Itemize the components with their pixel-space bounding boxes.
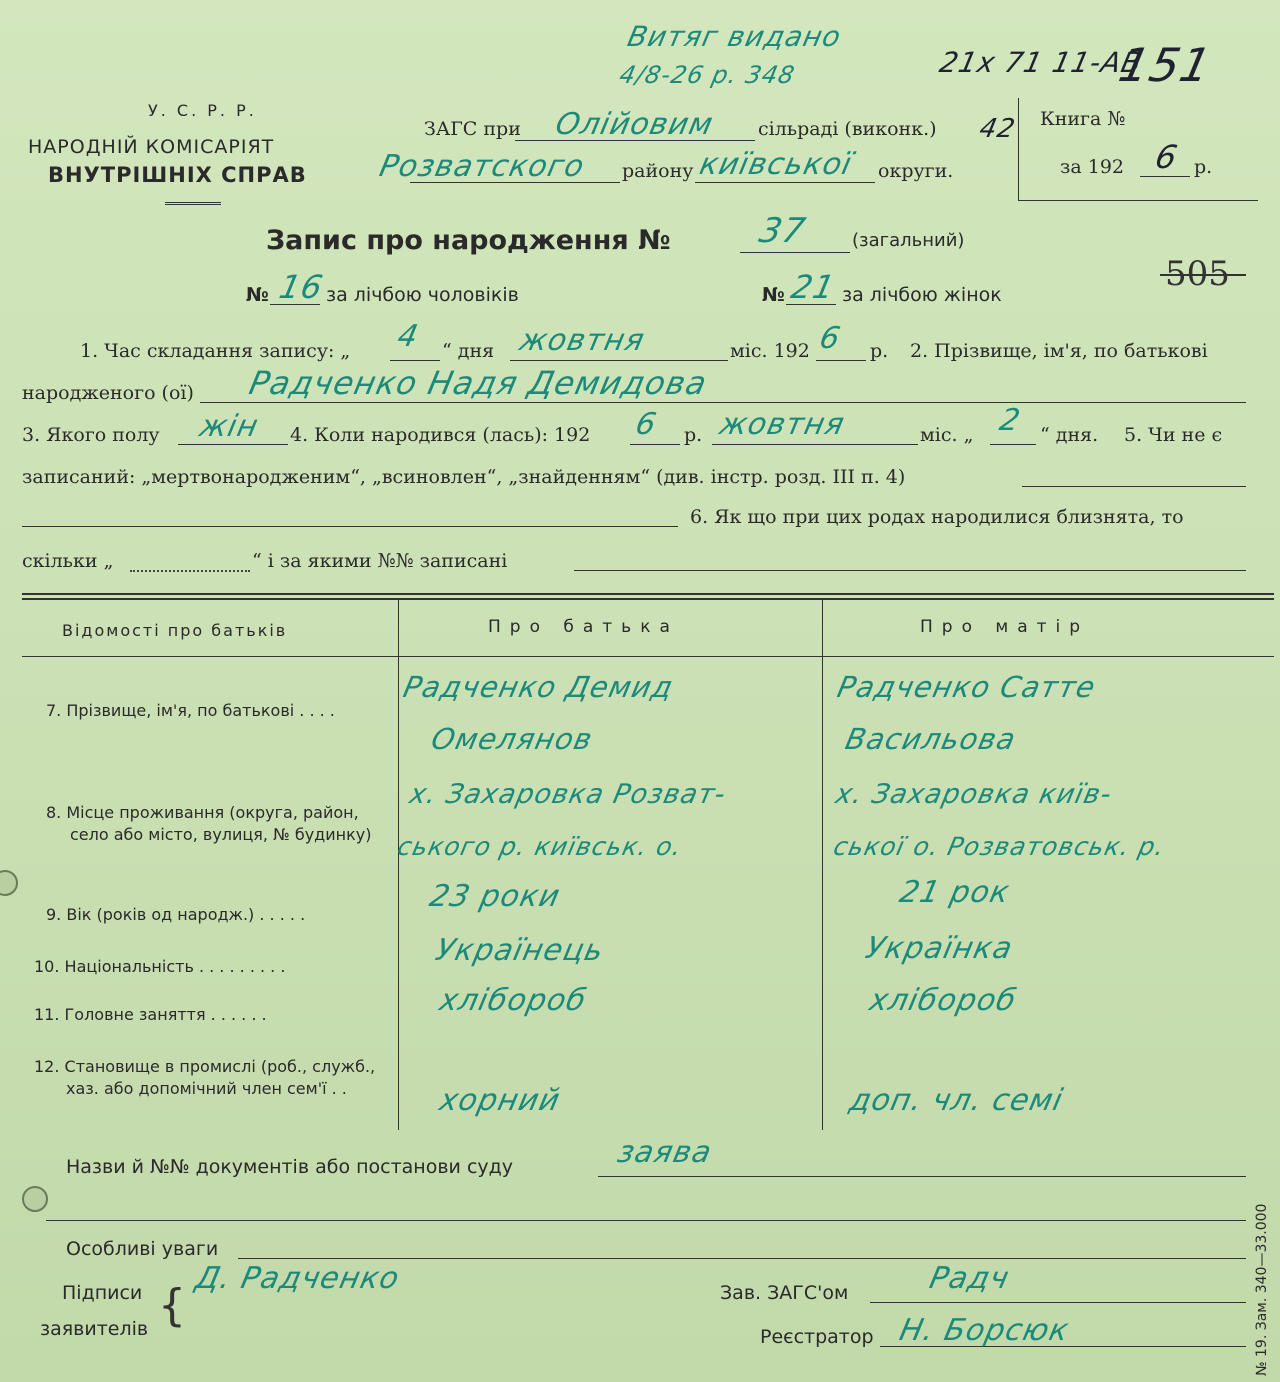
f4-month-line	[712, 444, 918, 445]
f3-line	[178, 444, 288, 445]
hw-mother-status: доп. чл. семі	[846, 1083, 1067, 1118]
f6-numbers: “ і за якими №№ записані	[252, 550, 508, 572]
hw-father-name1: Радченко Демид	[400, 670, 677, 704]
hw-mother-place1: х. Захаровка київ-	[832, 779, 1115, 810]
stamp-strike	[1160, 274, 1246, 276]
general-label: (загальний)	[852, 230, 965, 251]
hw-father-place2: ського р. київськ. о.	[395, 832, 685, 861]
men-label: за лічбою чоловіків	[326, 284, 519, 306]
hw-men-no: 16	[275, 268, 327, 306]
hw-birth-day: 2	[996, 403, 1024, 438]
hw-village: Олійовим	[552, 107, 717, 142]
f5-label: 5. Чи не є	[1124, 424, 1223, 446]
signatures-label: Підписи	[62, 1282, 143, 1304]
hw-year: 6	[816, 321, 844, 356]
docs-label: Назви й №№ документів або постанови суду	[66, 1156, 514, 1178]
book-box-bottom	[1018, 200, 1258, 201]
punch-hole	[22, 1186, 48, 1212]
docs-line-2	[46, 1220, 1246, 1221]
hw-father-job: хлібороб	[436, 983, 590, 1018]
hw-docs: заява	[614, 1135, 716, 1170]
hw-applicant-sig: Д. Радченко	[192, 1261, 403, 1296]
head-label: Зав. ЗАГС'ом	[720, 1282, 849, 1304]
f2-narodzhenogo: народженого (ої)	[22, 382, 194, 404]
row9-label: 9. Вік (років од народж.) . . . . .	[46, 905, 306, 924]
f6-skilky: скільки „	[22, 550, 114, 572]
f3-label: 3. Якого полу	[22, 424, 160, 446]
registrar-label: Реєстратор	[760, 1326, 874, 1348]
hw-father-status: хорний	[436, 1083, 564, 1118]
f6-count-line	[130, 570, 250, 572]
table-top-rule2	[22, 598, 1274, 600]
f1-mis: міс. 192	[730, 340, 810, 362]
f4-r: р.	[684, 424, 703, 446]
f4-year-line	[630, 444, 680, 445]
f5-line	[1022, 486, 1246, 487]
row12-label-a: 12. Становище в промислі (роб., служб.,	[34, 1057, 376, 1076]
row8-label-b: село або місто, вулиця, № будинку)	[70, 825, 372, 844]
commissariat-line1: НАРОДНІЙ КОМІСАРІЯТ	[28, 136, 275, 158]
hw-top-date: 4/8-26 р. 348	[617, 61, 798, 89]
hw-father-age: 23 роки	[426, 879, 564, 914]
f5-line2: записаний: „мертвонародженим“, „всиновлен“, „знайденням“ (див. інстр. розд. III п. 4)	[22, 466, 906, 488]
hw-mother-place2: ської о. Розватовськ. р.	[831, 832, 1168, 861]
za-192-label: за 192	[1060, 156, 1124, 178]
hw-father-name2: Омелянов	[428, 722, 596, 756]
applicants-label: заявителів	[40, 1318, 149, 1340]
f4-dnia: “ дня.	[1040, 424, 1099, 446]
f6-line	[574, 570, 1246, 571]
hw-top-note: Витяг видано	[624, 20, 845, 53]
hw-child-name: Радченко Надя Демидова	[245, 364, 711, 402]
f2-label: 2. Прізвище, ім'я, по батькові	[910, 340, 1208, 362]
table-vline-2	[822, 600, 823, 1130]
hw-birth-month: жовтня	[716, 407, 849, 442]
head-line	[870, 1302, 1246, 1303]
hw-record-no: 37	[755, 211, 810, 251]
row10-label: 10. Національність . . . . . . . . .	[34, 957, 286, 976]
f6-label: 6. Як що при цих родах народилися близнята, то	[690, 506, 1184, 528]
men-no-sign: №	[246, 284, 269, 306]
record-title: Запис про народження №	[266, 225, 671, 256]
book-label: Книга №	[1040, 108, 1126, 130]
f4-label: 4. Коли народився (лась): 192	[290, 424, 591, 446]
row7-label: 7. Прізвище, ім'я, по батькові . . . .	[46, 701, 335, 720]
hw-mother-name2: Васильова	[842, 722, 1020, 756]
f1-year-line	[816, 360, 866, 361]
silradi-label: сільраді (виконк.)	[758, 118, 937, 140]
stamp-505: 505	[1165, 254, 1230, 294]
book-year-line	[1140, 176, 1190, 177]
f1-r: р.	[870, 340, 889, 362]
row11-label: 11. Головне заняття . . . . . .	[34, 1005, 267, 1024]
hw-top-num: 151	[1114, 38, 1217, 92]
hw-father-place1: х. Захаровка Розват-	[406, 779, 730, 810]
record-no-line	[740, 252, 850, 253]
hw-sex: жін	[196, 409, 262, 444]
table-vline-1	[398, 600, 399, 1130]
docs-line	[598, 1176, 1246, 1177]
f1-label: 1. Час складання запису: „	[80, 340, 351, 362]
okruga-line	[695, 182, 875, 183]
hw-women-no: 21	[787, 268, 839, 306]
commissariat-line2: ВНУТРІШНІХ СПРАВ	[48, 163, 307, 187]
row12-label-b: хаз. або допомічний член сем'ї . .	[66, 1079, 347, 1098]
hw-mother-name1: Радченко Сатте	[834, 670, 1099, 704]
side-print-code: № 19. Зам. 340—33.000	[1254, 1203, 1270, 1376]
hw-code-422: 42	[976, 114, 1019, 144]
notes-line	[238, 1258, 1246, 1259]
hw-head-sig: Радч	[926, 1261, 1013, 1296]
hw-okruga: київської	[696, 147, 856, 182]
f4-mis: міс. „	[920, 424, 974, 446]
usrr-label: У. С. Р. Р.	[148, 101, 257, 120]
f1-day-line	[390, 360, 440, 361]
table-header-rule	[22, 656, 1274, 657]
punch-hole	[0, 870, 18, 896]
hw-day: 4	[394, 319, 422, 354]
f2-name-line	[200, 402, 1246, 403]
zags-label: ЗАГС при	[424, 118, 521, 140]
hw-mother-nat: Українка	[862, 931, 1017, 966]
raionu-label: району	[622, 160, 694, 182]
hw-registrar-sig: Н. Борсюк	[896, 1313, 1073, 1348]
f1-month-line	[510, 360, 728, 361]
book-r-label: р.	[1194, 156, 1213, 178]
f1-dnia: “ дня	[442, 340, 495, 362]
signature-brace: {	[158, 1280, 186, 1331]
hw-mother-age: 21 рок	[896, 875, 1014, 910]
hw-month: жовтня	[516, 323, 649, 358]
f5-cont-line	[22, 526, 678, 527]
women-label: за лічбою жінок	[842, 284, 1002, 306]
f4-day-line	[990, 444, 1036, 445]
col-parents: Відомості про батьків	[62, 621, 288, 640]
okrugy-label: округи.	[878, 160, 954, 182]
col-mother: Про матір	[920, 617, 1090, 637]
col-father: Про батька	[488, 617, 679, 637]
table-top-rule1	[22, 593, 1274, 595]
women-no-sign: №	[762, 284, 785, 306]
hw-book-year: 6	[1151, 138, 1182, 176]
hw-father-nat: Українець	[432, 933, 608, 968]
hw-birth-year: 6	[632, 407, 660, 442]
hw-top-code: 21x 71 11-AB	[936, 46, 1146, 79]
hw-raion: Розватского	[376, 149, 588, 184]
row8-label-a: 8. Місце проживання (округа, район,	[46, 803, 359, 822]
notes-label: Особливі уваги	[66, 1238, 219, 1260]
hw-mother-job: хлібороб	[866, 983, 1020, 1018]
header-divider	[165, 202, 221, 205]
